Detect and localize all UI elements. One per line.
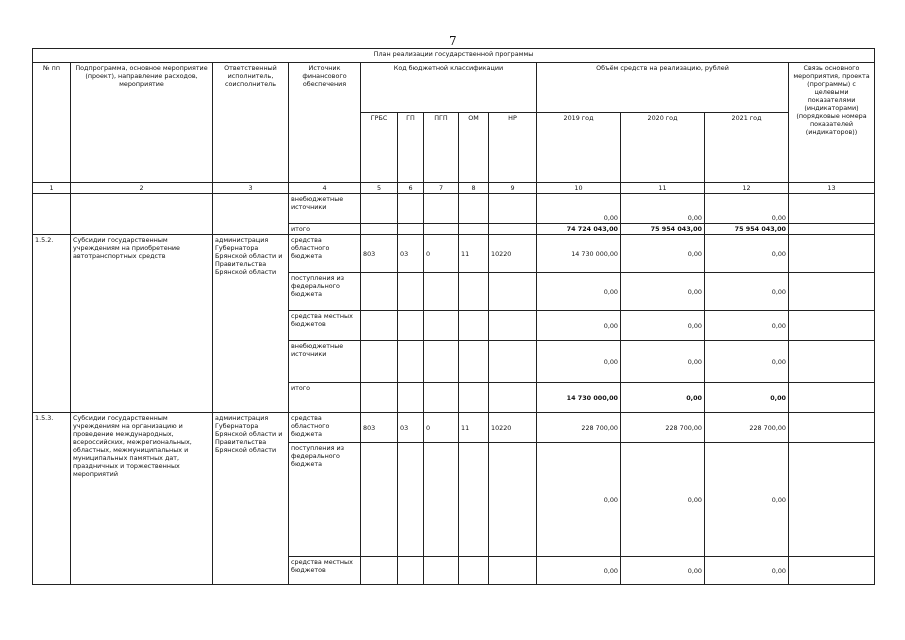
col-num: 4	[289, 183, 361, 194]
source-cell: итого	[289, 383, 361, 413]
value-2020: 228 700,00	[621, 413, 705, 443]
value-2019: 0,00	[537, 341, 621, 383]
program-plan-table	[32, 48, 875, 585]
value-2020: 0,00	[621, 235, 705, 273]
table-title: План реализации государственной программы	[33, 49, 875, 63]
col-num: 1	[33, 183, 71, 194]
value-2021: 0,00	[705, 443, 789, 557]
header-program: Подпрограмма, основное мероприятие (проект), направление расходов, мероприятие	[71, 63, 213, 183]
value-2020: 0,00	[621, 273, 705, 311]
table-row	[33, 235, 875, 273]
source-cell: средства местных бюджетов	[289, 311, 361, 341]
header-num: № пп	[33, 63, 71, 183]
value-2019: 0,00	[537, 273, 621, 311]
code-pgp: 0	[424, 413, 459, 443]
header-om: ОМ	[459, 113, 489, 183]
item-responsible: администрация Губернатора Брянской области и Правительства Брянской области	[213, 235, 289, 413]
value-2019: 14 730 000,00	[537, 383, 621, 413]
item-name: Субсидии государственным учреждениям на приобретение автотранспортных средств	[71, 235, 213, 413]
header-link: Связь основного мероприятия, проекта (программы) с целевыми показателями (индикаторами) (порядковые номера показателей (индикаторов))	[789, 63, 875, 183]
value-2019: 0,00	[537, 311, 621, 341]
header-2021: 2021 год	[705, 113, 789, 183]
item-number: 1.5.2.	[33, 235, 71, 413]
value-2020: 0,00	[621, 383, 705, 413]
value-2021: 0,00	[705, 194, 789, 224]
page-number: 7	[449, 34, 457, 48]
col-num: 13	[789, 183, 875, 194]
source-cell: поступления из федерального бюджета	[289, 443, 361, 557]
source-cell: внебюджетные источники	[289, 194, 361, 224]
table-row	[33, 194, 875, 224]
col-num: 7	[424, 183, 459, 194]
item-name: Субсидии государственным учреждениям на организацию и проведение международных, всероссийских, межрегиональных, областных, межмуниципальных и муниципальных памятных дат, праздничных и торжественных мероприятий	[71, 413, 213, 585]
col-num: 8	[459, 183, 489, 194]
code-np: 10220	[489, 413, 537, 443]
table-row	[33, 413, 875, 443]
col-num: 3	[213, 183, 289, 194]
value-2019: 0,00	[537, 557, 621, 585]
code-pgp: 0	[424, 235, 459, 273]
col-num: 5	[361, 183, 398, 194]
value-2019: 14 730 000,00	[537, 235, 621, 273]
header-2020: 2020 год	[621, 113, 705, 183]
column-number-row	[33, 183, 875, 194]
col-num: 10	[537, 183, 621, 194]
value-2020: 0,00	[621, 341, 705, 383]
value-2021: 0,00	[705, 557, 789, 585]
value-2021: 0,00	[705, 311, 789, 341]
value-2019: 228 700,00	[537, 413, 621, 443]
value-2021: 0,00	[705, 383, 789, 413]
value-2019: 74 724 043,00	[537, 224, 621, 235]
value-2019: 0,00	[537, 443, 621, 557]
value-2019: 0,00	[537, 194, 621, 224]
header-pgp: ПГП	[424, 113, 459, 183]
header-funds: Объём средств на реализацию, рублей	[537, 63, 789, 113]
code-gp: 03	[398, 235, 424, 273]
header-grbs: ГРБС	[361, 113, 398, 183]
source-cell: средства областного бюджета	[289, 235, 361, 273]
code-np: 10220	[489, 235, 537, 273]
col-num: 2	[71, 183, 213, 194]
col-num: 6	[398, 183, 424, 194]
value-2021: 0,00	[705, 341, 789, 383]
source-cell: поступления из федерального бюджета	[289, 273, 361, 311]
code-grbs: 803	[361, 413, 398, 443]
code-grbs: 803	[361, 235, 398, 273]
source-cell: средства областного бюджета	[289, 413, 361, 443]
source-cell: итого	[289, 224, 361, 235]
header-source: Источник финансового обеспечения	[289, 63, 361, 183]
header-responsible: Ответственный исполнитель, соисполнитель	[213, 63, 289, 183]
value-2021: 75 954 043,00	[705, 224, 789, 235]
code-om: 11	[459, 235, 489, 273]
col-num: 11	[621, 183, 705, 194]
source-cell: средства местных бюджетов	[289, 557, 361, 585]
value-2021: 0,00	[705, 235, 789, 273]
value-2021: 228 700,00	[705, 413, 789, 443]
header-np: НР	[489, 113, 537, 183]
value-2020: 0,00	[621, 557, 705, 585]
header-gp: ГП	[398, 113, 424, 183]
item-number: 1.5.3.	[33, 413, 71, 585]
value-2021: 0,00	[705, 273, 789, 311]
header-budget-code: Код бюджетной классификации	[361, 63, 537, 113]
code-gp: 03	[398, 413, 424, 443]
value-2020: 75 954 043,00	[621, 224, 705, 235]
code-om: 11	[459, 413, 489, 443]
value-2020: 0,00	[621, 443, 705, 557]
col-num: 9	[489, 183, 537, 194]
item-responsible: администрация Губернатора Брянской области и Правительства Брянской области	[213, 413, 289, 585]
value-2020: 0,00	[621, 311, 705, 341]
col-num: 12	[705, 183, 789, 194]
source-cell: внебюджетные источники	[289, 341, 361, 383]
header-2019: 2019 год	[537, 113, 621, 183]
value-2020: 0,00	[621, 194, 705, 224]
